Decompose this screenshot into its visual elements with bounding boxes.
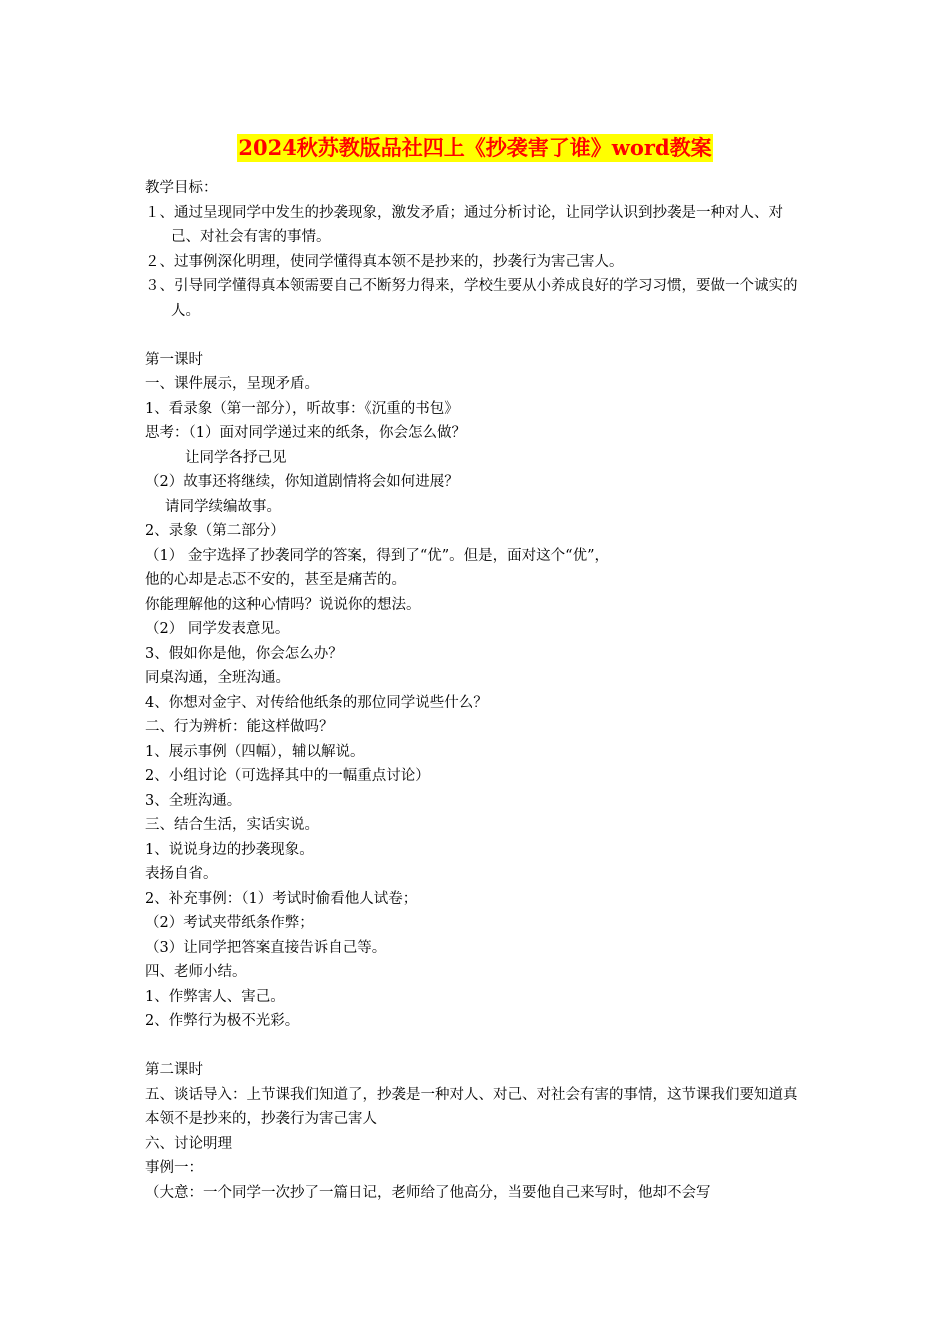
section-heading: 四、老师小结。 [145,964,247,980]
paragraph-line: （3）让同学把答案直接告诉自己等。 [145,939,387,956]
paragraph-line: 请同学续编故事。 [165,498,281,515]
blank-line [145,1034,809,1059]
paragraph-line: 让同学各抒己见 [185,449,287,466]
paragraph-line: 同桌沟通，全班沟通。 [145,670,290,686]
paragraph-line: （1） 金宇选择了抄袭同学的答案，得到了“优”。但是，面对这个“优”， [145,547,609,564]
objective-item-2: ２、过事例深化明理，使同学懂得真本领不是抄来的，抄袭行为害己害人。 [145,253,624,270]
paragraph-line: 五、谈话导入：上节课我们知道了，抄袭是一种对人、对己、对社会有害的事情，这节课我们要知道真本领不是抄来的，抄袭行为害己害人 [145,1086,798,1127]
document-body [145,176,809,1205]
paragraph-line: （2） 同学发表意见。 [145,621,290,637]
paragraph-line: 1、说说身边的抄袭现象。 [145,841,314,858]
paragraph-line: （2）故事还将继续，你知道剧情将会如何进展？ [145,474,459,490]
paragraph-line: （2）考试夹带纸条作弊； [145,915,314,931]
objective-item-1: １、通过呈现同学中发生的抄袭现象，激发矛盾；通过分析讨论，让同学认识到抄袭是一种对人、对己、对社会有害的事情。 [145,204,783,245]
paragraph-line: 事例一： [145,1160,203,1176]
lesson-2-heading: 第二课时 [145,1062,203,1078]
paragraph-line: 表扬自省。 [145,866,218,882]
lesson-1-heading: 第一课时 [145,351,203,368]
paragraph-line: 4、你想对金宇、对传给他纸条的那位同学说些什么？ [145,694,488,711]
objective-item-3: ３、引导同学懂得真本领需要自己不断努力得来，学校生要从小养成良好的学习习惯，要做一个诚实的人。 [145,278,798,319]
title-container [0,134,950,162]
section-heading: 三、结合生活，实话实说。 [145,817,319,833]
paragraph-line: 3、假如你是他，你会怎么办？ [145,645,343,662]
paragraph-line: 2、小组讨论（可选择其中的一幅重点讨论） [145,768,430,784]
blank-line [145,323,809,348]
paragraph-line: 2、补充事例：（1）考试时偷看他人试卷； [145,890,418,907]
paragraph-line: 他的心却是忐忑不安的，甚至是痛苦的。 [145,572,406,588]
paragraph-line: 你能理解他的这种心情吗？说说你的想法。 [145,596,421,613]
section-heading: 六、讨论明理 [145,1135,232,1152]
paragraph-line: 1、作弊害人、害己。 [145,988,285,1005]
paragraph-line: 1、看录象（第一部分），听故事：《沉重的书包》 [145,400,459,417]
paragraph-line: 思考：（1）面对同学递过来的纸条，你会怎么做？ [145,425,466,441]
paragraph-line: 3、全班沟通。 [145,792,242,809]
section-heading: 二、行为辨析：能这样做吗？ [145,719,334,735]
section-heading: 一、课件展示，呈现矛盾。 [145,376,319,392]
document-title: 2024秋苏教版品社四上《抄袭害了谁》word教案 [238,135,712,160]
paragraph-line: 1、展示事例（四幅），辅以解说。 [145,743,365,760]
paragraph-line: 2、录象（第二部分） [145,523,285,539]
paragraph-line: 2、作弊行为极不光彩。 [145,1013,300,1029]
paragraph-line: （大意：一个同学一次抄了一篇日记，老师给了他高分，当要他自己来写时，他却不会写 [145,1184,711,1201]
objectives-heading: 教学目标： [145,180,218,196]
